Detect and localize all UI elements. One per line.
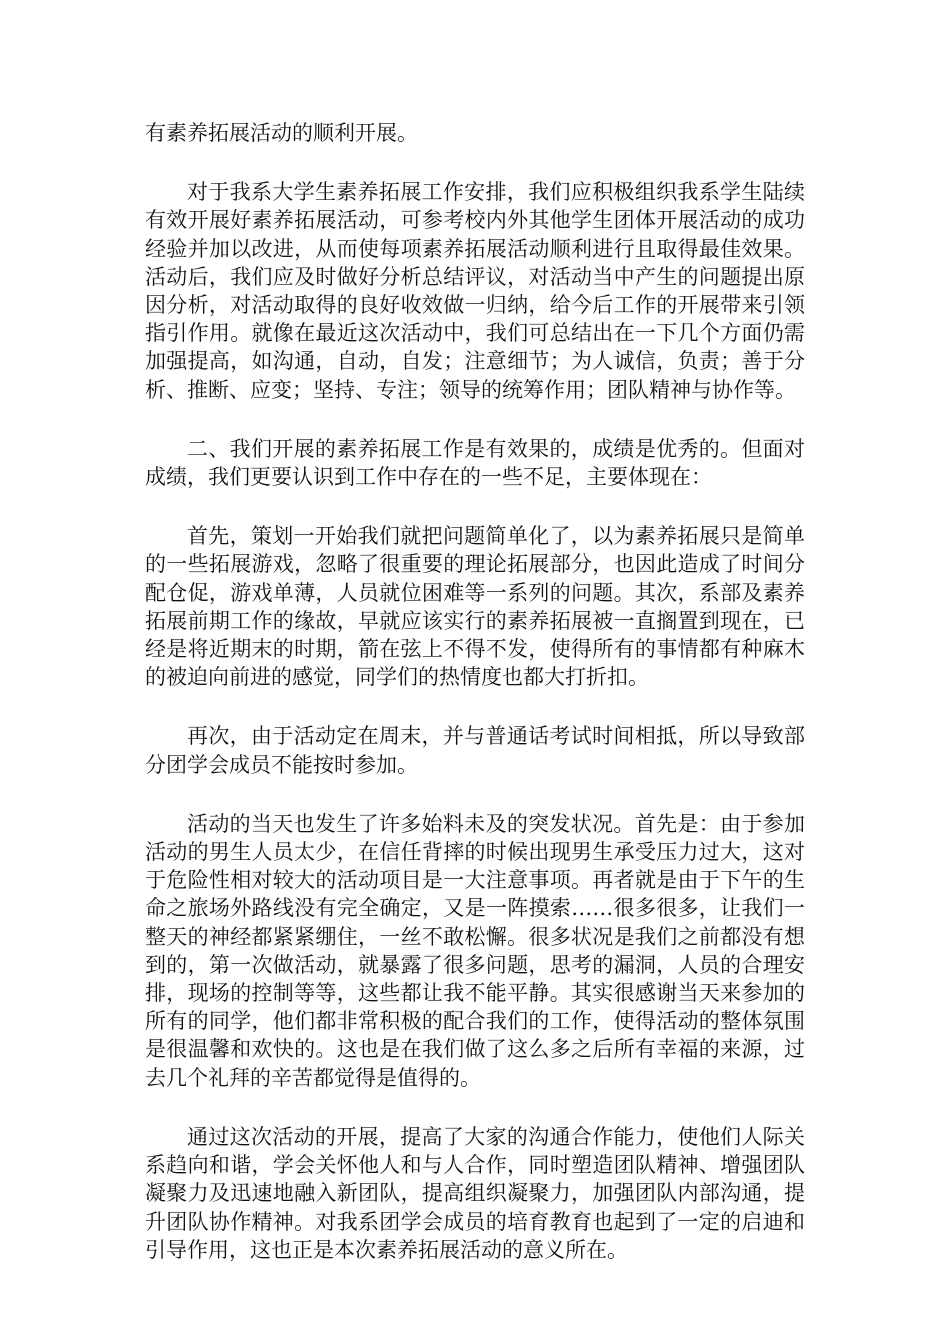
paragraph-3: 二、我们开展的素养拓展工作是有效果的，成绩是优秀的。但面对成绩，我们更要认识到工作中存在的一些不足，主要体现在： xyxy=(145,436,805,490)
paragraph-4: 首先，策划一开始我们就把问题简单化了，以为素养拓展只是简单的一些拓展游戏，忽略了很重要的理论拓展部分，也因此造成了时间分配仓促，游戏单薄，人员就位困难等一系列的问题。其次，系部及素养拓展前期工作的缘故，早就应该实行的素养拓展被一直搁置到现在，已经是将近期末的时期，箭在弦上不得不发，使得所有的事情都有种麻木的被迫向前进的感觉，同学们的热情度也都大打折扣。 xyxy=(145,524,805,690)
document-page xyxy=(145,119,805,1295)
paragraph-7: 通过这次活动的开展，提高了大家的沟通合作能力，使他们人际关系趋向和谐，学会关怀他人和与人合作，同时塑造团队精神、增强团队凝聚力及迅速地融入新团队，提高组织凝聚力，加强团队内部沟通，提升团队协作精神。对我系团学会成员的培育教育也起到了一定的启迪和引导作用，这也正是本次素养拓展活动的意义所在。 xyxy=(145,1124,805,1262)
paragraph-6: 活动的当天也发生了许多始料未及的突发状况。首先是：由于参加活动的男生人员太少，在信任背摔的时候出现男生承受压力过大，这对于危险性相对较大的活动项目是一大注意事项。再者就是由于下午的生命之旅场外路线没有完全确定，又是一阵摸索……很多很多，让我们一整天的神经都紧紧绷住，一丝不敢松懈。很多状况是我们之前都没有想到的，第一次做活动，就暴露了很多问题，思考的漏洞，人员的合理安排，现场的控制等等，这些都让我不能平静。其实很感谢当天来参加的所有的同学，他们都非常积极的配合我们的工作，使得活动的整体氛围是很温馨和欢快的。这也是在我们做了这么多之后所有幸福的来源，过去几个礼拜的辛苦都觉得是值得的。 xyxy=(145,811,805,1090)
paragraph-5: 再次，由于活动定在周末，并与普通话考试时间相抵，所以导致部分团学会成员不能按时参加。 xyxy=(145,724,805,777)
paragraph-1: 有素养拓展活动的顺利开展。 xyxy=(145,121,418,145)
paragraph-2: 对于我系大学生素养拓展工作安排，我们应积极组织我系学生陆续有效开展好素养拓展活动，可参考校内外其他学生团体开展活动的成功经验并加以改进，从而使每项素养拓展活动顺利进行且取得最佳效果。活动后，我们应及时做好分析总结评议，对活动当中产生的问题提出原因分析，对活动取得的良好收效做一归纳，给今后工作的开展带来引领指引作用。就像在最近这次活动中，我们可总结出在一下几个方面仍需加强提高，如沟通，自动，自发；注意细节；为人诚信，负责；善于分析、推断、应变；坚持、专注；领导的统筹作用；团队精神与协作等。 xyxy=(145,180,805,402)
